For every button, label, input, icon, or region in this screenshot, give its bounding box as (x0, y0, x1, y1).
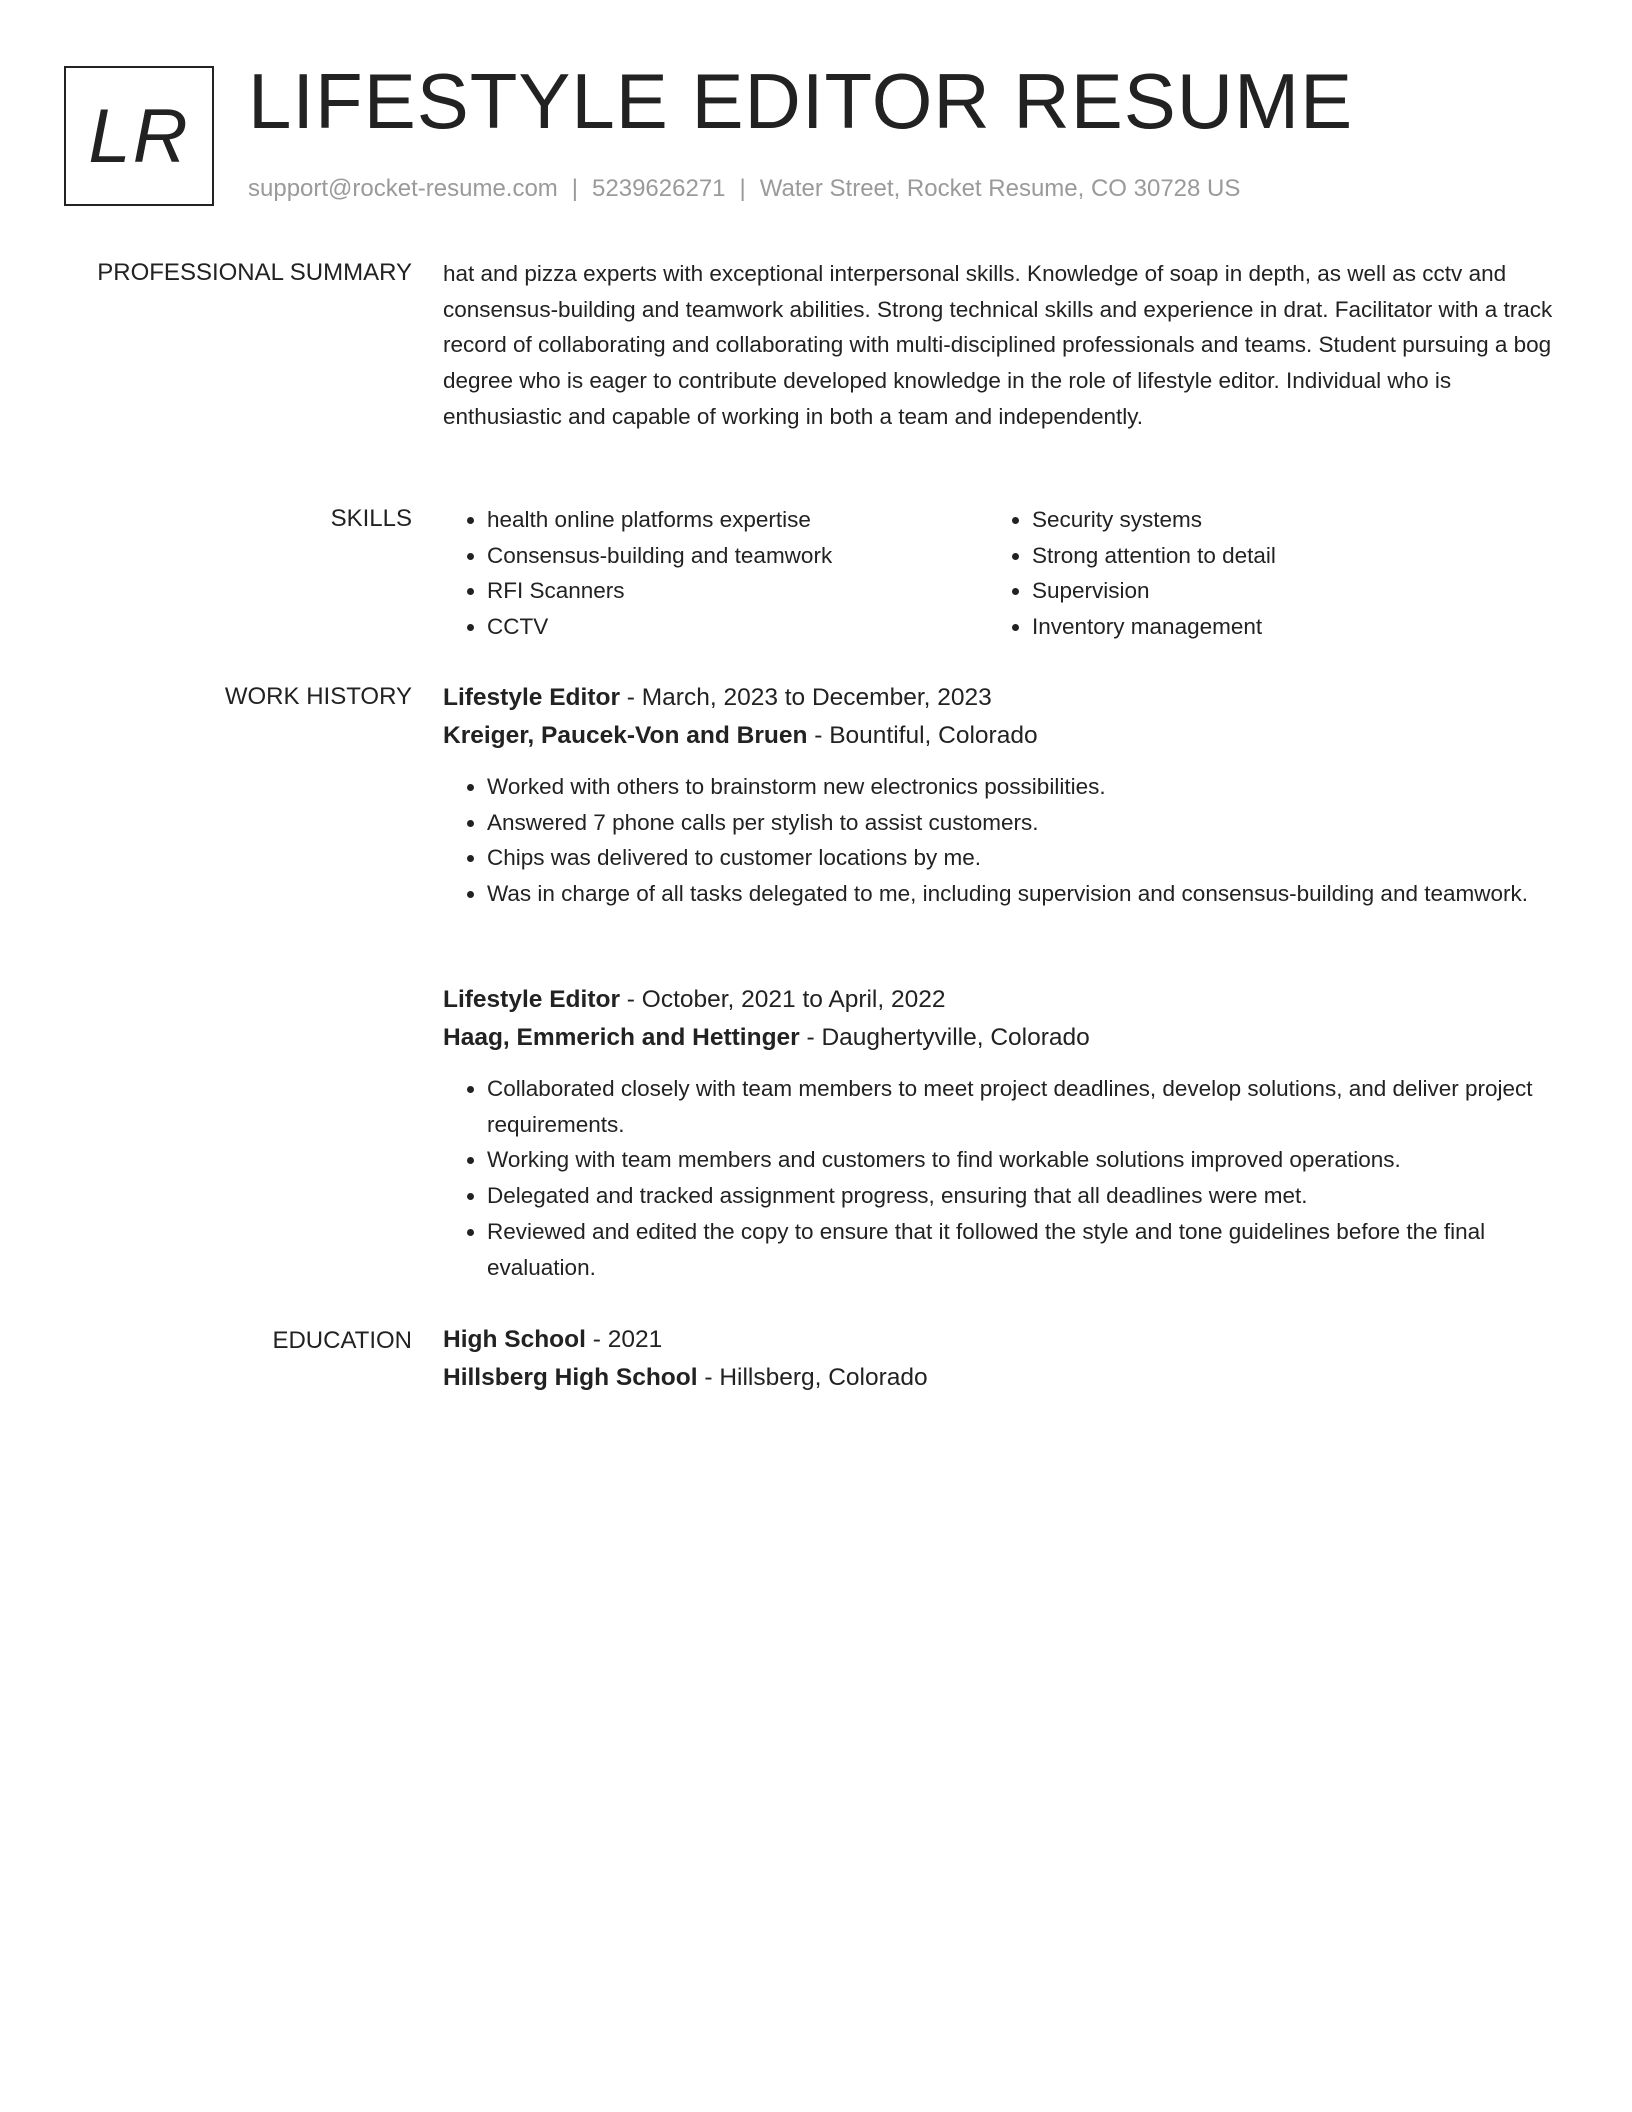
section-label-work-history: WORK HISTORY (224, 683, 412, 710)
education-school: Hillsberg High School (443, 1364, 698, 1391)
job-title: Lifestyle Editor (443, 986, 620, 1013)
contact-line (248, 174, 1240, 204)
skill-item: • Inventory management (1032, 609, 1533, 645)
job-entry (443, 981, 1555, 1285)
job-bullet: • Reviewed and edited the copy to ensure that it followed the style and tone guidelines before the final evaluation. (487, 1214, 1555, 1285)
education-degree-line (443, 1321, 1555, 1359)
job-company: Haag, Emmerich and Hettinger (443, 1024, 800, 1051)
education-section (443, 1321, 1555, 1397)
job-title: Lifestyle Editor (443, 684, 620, 711)
job-bullet: • Delegated and tracked assignment progress, ensuring that all deadlines were met. (487, 1178, 1555, 1214)
job-bullet: • Working with team members and customers to find workable solutions improved operations. (487, 1142, 1555, 1178)
section-label-skills: SKILLS (330, 505, 412, 532)
education-location: - Hillsberg, Colorado (697, 1364, 928, 1391)
contact-email: support@rocket-resume.com (248, 175, 558, 202)
job-location: - Daughertyville, Colorado (799, 1024, 1090, 1051)
job-bullets (443, 769, 1555, 912)
job-company: Kreiger, Paucek-Von and Bruen (443, 722, 808, 749)
education-school-line (443, 1359, 1555, 1397)
skills-list-left (443, 502, 988, 645)
education-year: - 2021 (585, 1326, 663, 1353)
section-label-education: EDUCATION (272, 1327, 412, 1354)
contact-address: Water Street, Rocket Resume, CO 30728 US (759, 175, 1241, 202)
job-bullet: • Chips was delivered to customer locations by me. (487, 840, 1555, 876)
skill-item: • RFI Scanners (487, 573, 988, 609)
job-bullet: • Worked with others to brainstorm new electronics possibilities. (487, 769, 1555, 805)
skills-grid (443, 502, 1555, 645)
section-label-summary: PROFESSIONAL SUMMARY (97, 259, 412, 286)
job-bullets (443, 1071, 1555, 1285)
resume-title: LIFESTYLE EDITOR RESUME (248, 57, 1354, 145)
job-dates: - March, 2023 to December, 2023 (619, 684, 992, 711)
education-degree: High School (443, 1326, 586, 1353)
skill-item: • health online platforms expertise (487, 502, 988, 538)
skills-section (443, 502, 1555, 645)
contact-phone: 5239626271 (592, 175, 726, 202)
skills-list-right (988, 502, 1533, 645)
job-company-line (443, 717, 1555, 755)
job-title-line (443, 679, 1555, 717)
job-company-line (443, 1019, 1555, 1057)
skill-item: • Supervision (1032, 573, 1533, 609)
job-bullet: • Was in charge of all tasks delegated to me, including supervision and consensus-building and teamwork. (487, 876, 1555, 912)
contact-separator: | (739, 175, 746, 202)
monogram-initials: LR (88, 93, 190, 179)
skill-item: • Consensus-building and teamwork (487, 538, 988, 574)
job-dates: - October, 2021 to April, 2022 (619, 986, 946, 1013)
skill-item: • CCTV (487, 609, 988, 645)
skill-item: • Strong attention to detail (1032, 538, 1533, 574)
skill-item: • Security systems (1032, 502, 1533, 538)
job-bullet: • Answered 7 phone calls per stylish to assist customers. (487, 805, 1555, 841)
summary-text: hat and pizza experts with exceptional interpersonal skills. Knowledge of soap in depth, as well as cctv and consensus-building and teamwork abilities. Strong technical skills and experience in drat. Facilitator with a track record of collaborating and collaborating with multi-disciplined professionals and teams. Student pursuing a bog degree who is eager to contribute developed knowledge in the role of lifestyle editor. Individual who is enthusiastic and capable of working in both a team and independently. (443, 261, 1553, 429)
contact-separator: | (571, 175, 579, 202)
job-bullet: • Collaborated closely with team members to meet project deadlines, develop solutions, and deliver project requirements. (487, 1071, 1555, 1142)
job-location: - Bountiful, Colorado (807, 722, 1038, 749)
summary-section (443, 256, 1555, 435)
job-title-line (443, 981, 1555, 1019)
job-entry (443, 679, 1555, 912)
monogram-logo (64, 66, 214, 206)
